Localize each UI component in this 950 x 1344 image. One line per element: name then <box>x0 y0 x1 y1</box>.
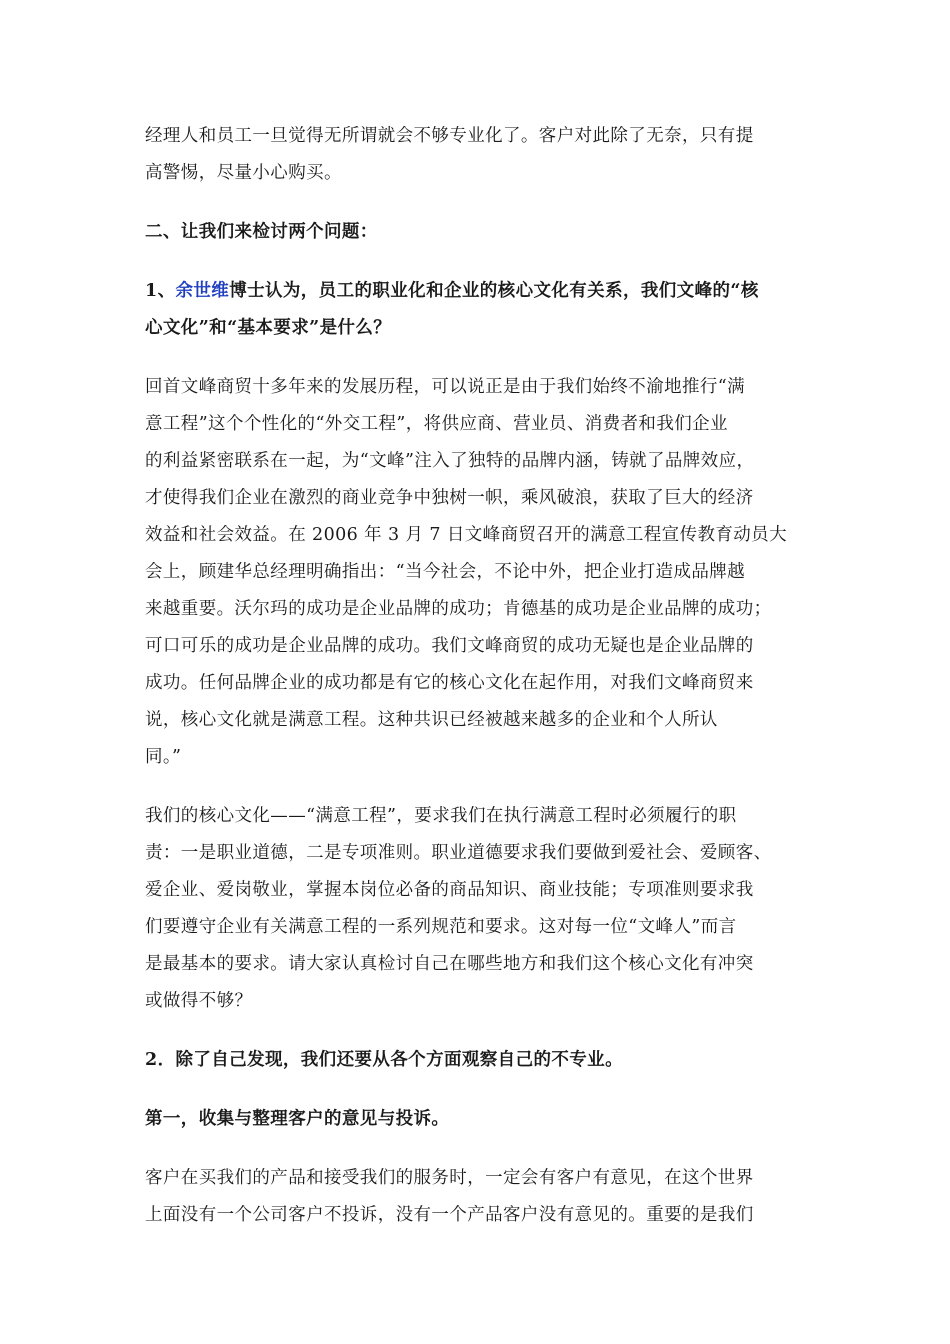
text-line: 来越重要。沃尔玛的成功是企业品牌的成功；肯德基的成功是企业品牌的成功； <box>145 599 772 619</box>
paragraph-complaints <box>145 1160 805 1234</box>
text-line: 才使得我们企业在激烈的商业竞争中独树一帜，乘风破浪，获取了巨大的经济 <box>145 488 754 508</box>
question-number: 1、 <box>145 281 176 301</box>
text-line: 可口可乐的成功是企业品牌的成功。我们文峰商贸的成功无疑也是企业品牌的 <box>145 636 754 656</box>
text-line: 效益和社会效益。在 2006 年 3 月 7 日文峰商贸召开的满意工程宣传教育动员大 <box>145 525 787 545</box>
text-line: 二、让我们来检讨两个问题： <box>145 222 378 242</box>
text-line: 是最基本的要求。请大家认真检讨自己在哪些地方和我们这个核心文化有冲突 <box>145 954 754 974</box>
question-2-heading <box>145 1042 805 1079</box>
document-body <box>145 118 805 1256</box>
text-line: 经理人和员工一旦觉得无所谓就会不够专业化了。客户对此除了无奈，只有提 <box>145 126 754 146</box>
question-1-heading <box>145 273 805 347</box>
subsection-heading <box>145 1101 805 1138</box>
text-line: 高警惕，尽量小心购买。 <box>145 163 342 183</box>
text-line: 心文化”和“基本要求”是什么？ <box>145 318 392 338</box>
text-line: 同。” <box>145 747 182 767</box>
text-line: 上面没有一个公司客户不投诉，没有一个产品客户没有意见的。重要的是我们 <box>145 1205 754 1225</box>
text-line: 说，核心文化就是满意工程。这种共识已经被越来越多的企业和个人所认 <box>145 710 718 730</box>
question-text: 博士认为，员工的职业化和企业的核心文化有关系，我们文峰的“核 <box>229 281 759 301</box>
text-line: 成功。任何品牌企业的成功都是有它的核心文化在起作用，对我们文峰商贸来 <box>145 673 754 693</box>
text-line: 客户在买我们的产品和接受我们的服务时，一定会有客户有意见，在这个世界 <box>145 1168 754 1188</box>
text-line: 或做得不够？ <box>145 991 253 1011</box>
text-line: 的利益紧密联系在一起，为“文峰”注入了独特的品牌内涵，铸就了品牌效应， <box>145 451 755 471</box>
text-line: 我们的核心文化——“满意工程”，要求我们在执行满意工程时必须履行的职 <box>145 806 737 826</box>
author-link[interactable]: 余世维 <box>175 281 230 301</box>
section-heading <box>145 214 805 251</box>
text-line: 2．除了自己发现，我们还要从各个方面观察自己的不专业。 <box>145 1050 623 1070</box>
text-line: 们要遵守企业有关满意工程的一系列规范和要求。这对每一位“文峰人”而言 <box>145 917 737 937</box>
text-line <box>145 273 805 310</box>
paragraph-intro <box>145 118 805 192</box>
paragraph-history <box>145 369 805 776</box>
text-line: 责：一是职业道德，二是专项准则。职业道德要求我们要做到爱社会、爱顾客、 <box>145 843 772 863</box>
text-line: 意工程”这个个性化的“外交工程”，将供应商、营业员、消费者和我们企业 <box>145 414 728 434</box>
text-line: 爱企业、爱岗敬业，掌握本岗位必备的商品知识、商业技能；专项准则要求我 <box>145 880 754 900</box>
text-line: 回首文峰商贸十多年来的发展历程，可以说正是由于我们始终不渝地推行“满 <box>145 377 746 397</box>
text-line: 会上，顾建华总经理明确指出：“当今社会，不论中外，把企业打造成品牌越 <box>145 562 746 582</box>
paragraph-core-culture <box>145 798 805 1020</box>
text-line: 第一，收集与整理客户的意见与投诉。 <box>145 1109 450 1129</box>
